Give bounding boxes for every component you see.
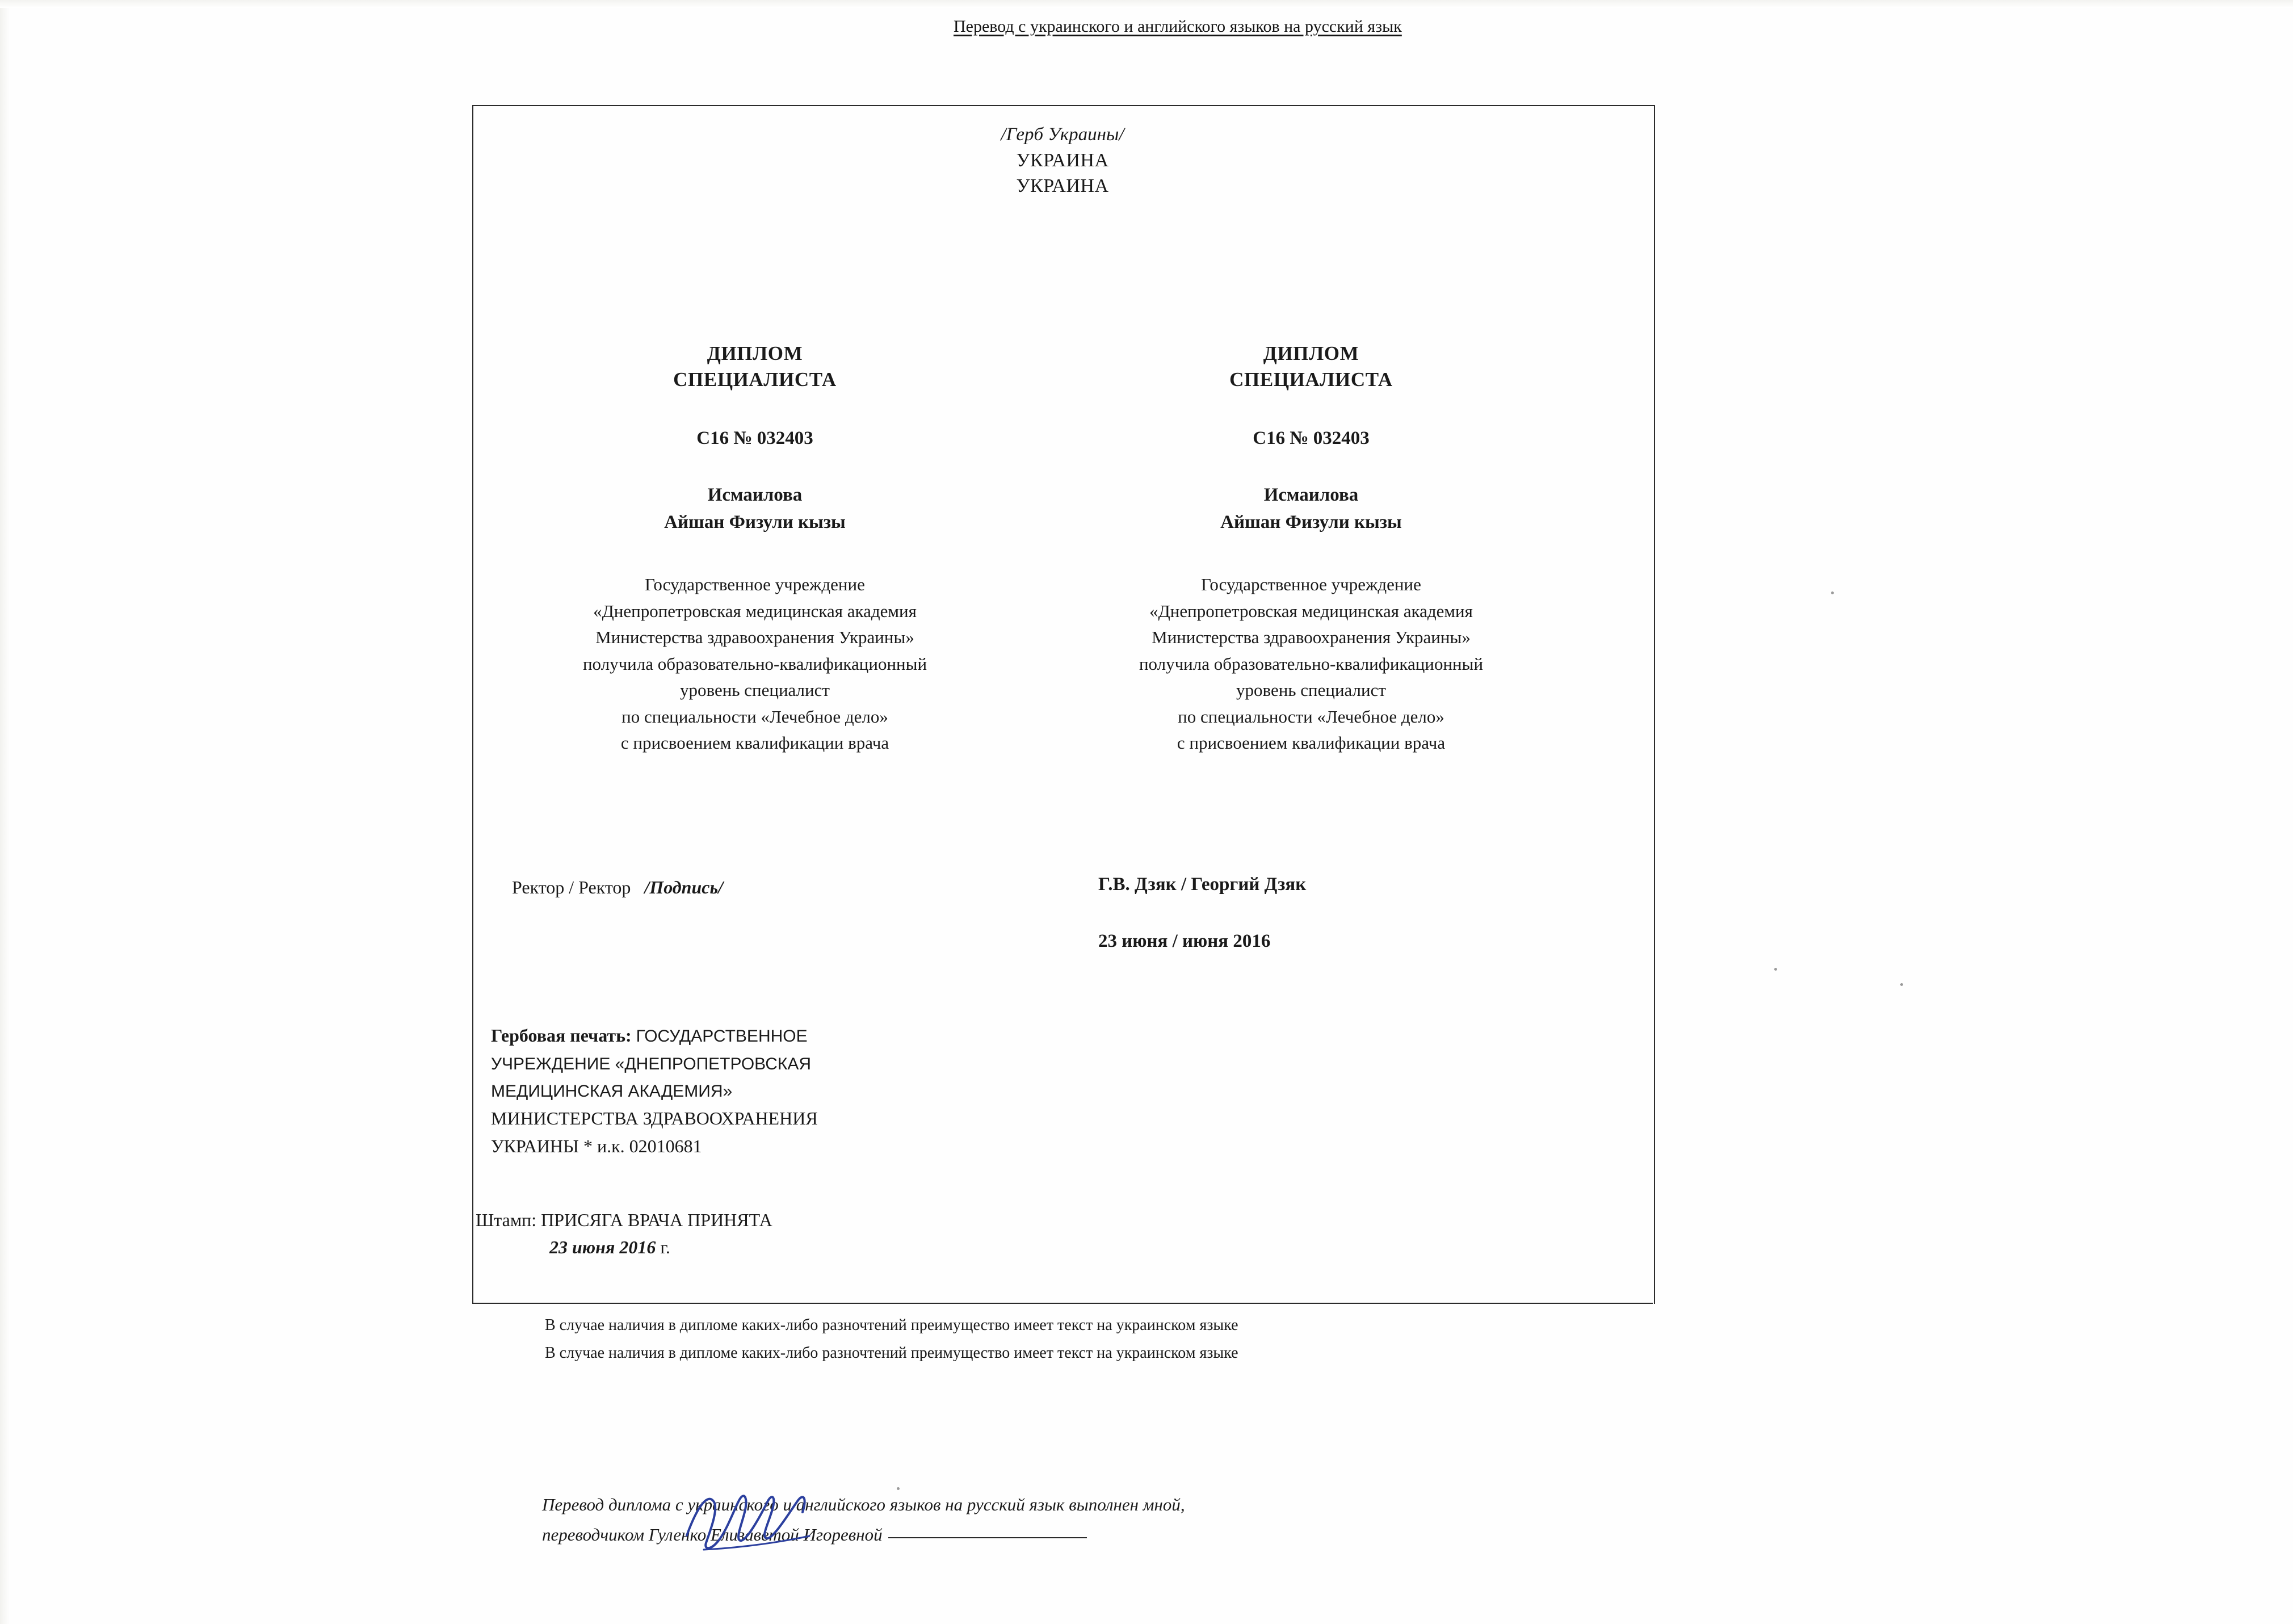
seal-description-block — [491, 1022, 1115, 1160]
diploma-number-left: С16 № 032403 — [696, 428, 813, 449]
diploma-number-right: С16 № 032403 — [1253, 428, 1370, 449]
rector-label: Ректор / Ректор — [512, 877, 631, 897]
rector-name: Г.В. Дзяк / Георгий Дзяк — [1098, 874, 1307, 895]
seal-line-2: УЧРЕЖДЕНИЕ «ДНЕПРОПЕТРОВСКАЯ — [491, 1054, 812, 1073]
scan-speck-3 — [1900, 983, 1903, 986]
diploma-frame-bottom-rule — [472, 1303, 1653, 1304]
seal-line-1: ГОСУДАРСТВЕННОЕ — [636, 1027, 808, 1046]
stamp-text: ПРИСЯГА ВРАЧА ПРИНЯТА — [541, 1210, 772, 1230]
coat-of-arms-label: /Герб Украины/ — [1001, 124, 1124, 145]
country-line-english: УКРАИНА — [1016, 175, 1109, 197]
qualification-right-line1: получила образовательно-квалификационный — [1139, 653, 1484, 674]
holder-surname-right: Исмаилова — [1263, 485, 1359, 506]
seal-line-5: УКРАИНЫ * и.к. 02010681 — [491, 1135, 702, 1156]
footnote-block — [545, 1311, 1669, 1367]
translation-header-note: Перевод с украинского и английского языков на русский язык — [954, 17, 1402, 36]
degree-award-left: с присвоением квалификации врача — [620, 733, 889, 753]
translator-signature-line — [888, 1537, 1087, 1538]
specialty-left: по специальности «Лечебное дело» — [621, 706, 888, 727]
institution-left-line1: Государственное учреждение — [645, 574, 865, 595]
seal-line-4: МИНИСТЕРСТВА ЗДРАВООХРАНЕНИЯ — [491, 1107, 818, 1128]
institution-right-line3: Министерства здравоохранения Украины» — [1152, 627, 1471, 648]
translator-statement-block — [542, 1490, 1677, 1550]
stamp-description-block — [476, 1206, 1157, 1261]
qualification-left-line1: получила образовательно-квалификационный — [582, 653, 927, 674]
institution-right-line2: «Днепропетровская медицинская академия — [1149, 601, 1473, 621]
institution-left-line2: «Днепропетровская медицинская академия — [593, 601, 917, 621]
qualification-left-line2: уровень специалист — [680, 680, 830, 700]
scan-edge-top — [0, 0, 2293, 8]
qualification-right-line2: уровень специалист — [1236, 680, 1386, 700]
country-line-ukrainian: УКРАИНА — [1016, 149, 1109, 171]
institution-right-line1: Государственное учреждение — [1201, 574, 1421, 595]
footnote-line-2: В случае наличия в дипломе каких-либо разночтений преимущество имеет текст на украинском языке — [545, 1344, 1238, 1362]
diploma-title-right-line1: ДИПЛОМ — [1263, 342, 1359, 364]
diploma-title-left-line1: ДИПЛОМ — [707, 342, 803, 364]
seal-line-3: МЕДИЦИНСКАЯ АКАДЕМИЯ» — [491, 1082, 733, 1101]
stamp-date: 23 июня 2016 — [549, 1237, 656, 1257]
scan-speck-4 — [897, 1487, 900, 1490]
emblem-block — [472, 122, 1653, 199]
stamp-date-suffix: г. — [660, 1237, 670, 1257]
specialty-right: по специальности «Лечебное дело» — [1178, 706, 1444, 727]
diploma-title-left-line2: СПЕЦИАЛИСТА — [673, 368, 837, 391]
degree-award-right: с присвоением квалификации врача — [1177, 733, 1446, 753]
institution-left-line3: Министерства здравоохранения Украины» — [595, 627, 914, 648]
translator-statement-line-1: Перевод диплома с украинского и английского языков на русский язык выполнен мной, — [542, 1495, 1185, 1514]
diploma-column-left — [499, 341, 1010, 757]
scan-edge-left — [0, 0, 10, 1624]
seal-lead-label: Гербовая печать: — [491, 1025, 632, 1046]
scan-speck-1 — [1831, 591, 1834, 594]
rector-signature-placeholder: /Подпись/ — [644, 877, 723, 897]
footnote-line-1: В случае наличия в дипломе каких-либо разночтений преимущество имеет текст на украинском языке — [545, 1316, 1238, 1334]
holder-surname-left: Исмаилова — [707, 485, 803, 506]
diploma-column-right — [1056, 341, 1567, 757]
translator-statement-line-2-wrap — [542, 1520, 1677, 1550]
translator-statement-line-2: переводчиком Гуленко Елизаветой Игоревной — [542, 1524, 883, 1545]
stamp-lead-label: Штамп: — [476, 1210, 537, 1230]
rector-label-block — [499, 877, 1023, 898]
diploma-title-right-line2: СПЕЦИАЛИСТА — [1229, 368, 1393, 391]
holder-givenname-right: Айшан Физули кызы — [1220, 512, 1402, 533]
issue-date: 23 июня / июня 2016 — [1098, 931, 1271, 951]
holder-givenname-left: Айшан Физули кызы — [664, 512, 846, 533]
scan-speck-2 — [1774, 968, 1777, 971]
